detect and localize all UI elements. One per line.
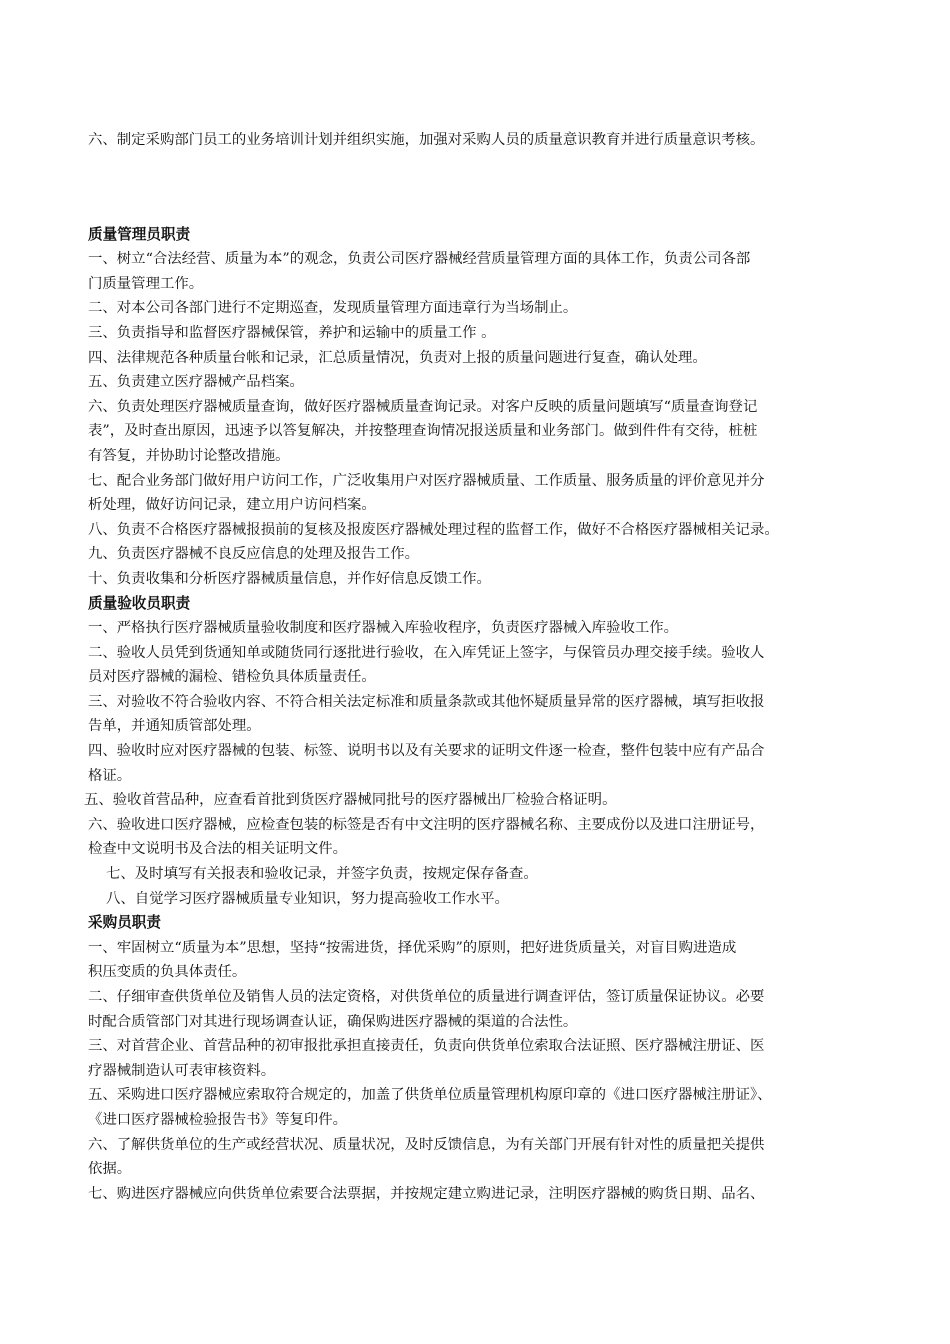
paragraph-line: 一、树立“合法经营、质量为本”的观念，负责公司医疗器械经营质量管理方面的具体工作，负责公司各部: [88, 251, 751, 268]
paragraph-line: 八、负责不合格医疗器械报损前的复核及报废医疗器械处理过程的监督工作，做好不合格医疗器械相关记录。: [88, 521, 779, 538]
paragraph-line: 格证。: [88, 767, 132, 784]
paragraph-line: 七、购进医疗器械应向供货单位索要合法票据，并按规定建立购进记录，注明医疗器械的购货日期、品名、: [88, 1185, 765, 1202]
paragraph-line: 四、验收时应对医疗器械的包装、标签、说明书以及有关要求的证明文件逐一检查，整件包装中应有产品合: [88, 743, 765, 760]
paragraph-line: 四、法律规范各种质量台帐和记录，汇总质量情况，负责对上报的质量问题进行复查，确认处理。: [88, 349, 707, 366]
paragraph-line: 《进口医疗器械检验报告书》等复印件。: [88, 1111, 348, 1128]
paragraph-line: 时配合质管部门对其进行现场调查认证，确保购进医疗器械的渠道的合法性。: [88, 1013, 578, 1030]
paragraph-line: 析处理，做好访问记录，建立用户访问档案。: [88, 497, 376, 514]
paragraph-line: 九、负责医疗器械不良反应信息的处理及报告工作。: [88, 546, 419, 563]
paragraph-line: 疗器械制造认可表审核资料。: [88, 1062, 276, 1079]
paragraph-line: 八、自觉学习医疗器械质量专业知识，努力提高验收工作水平。: [106, 890, 509, 907]
paragraph-line: 二、仔细审查供货单位及销售人员的法定资格，对供货单位的质量进行调查评估，签订质量保证协议。必要: [88, 989, 765, 1005]
paragraph-line: 门质量管理工作。: [88, 275, 204, 292]
paragraph-line: 依据。: [88, 1161, 132, 1178]
paragraph-line: 表”，及时查出原因，迅速予以答复解决，并按整理查询情况报送质量和业务部门。做到件件有交待，桩桩: [88, 423, 758, 440]
section-title-quality-manager: 质量管理员职责: [88, 225, 191, 243]
document-body: [84, 128, 888, 1206]
paragraph-line: 有答复，并协助讨论整改措施。: [88, 447, 290, 464]
paragraph-line: 二、对本公司各部门进行不定期巡查，发现质量管理方面违章行为当场制止。: [88, 300, 578, 317]
paragraph-line: 三、负责指导和监督医疗器械保管，养护和运输中的质量工作 。: [88, 324, 496, 341]
paragraph-line: 员对医疗器械的漏检、错检负具体质量责任。: [88, 669, 376, 686]
paragraph-line: 三、对首营企业、首营品种的初审报批承担直接责任，负责向供货单位索取合法证照、医疗器械注册证、医: [88, 1038, 765, 1055]
paragraph-purchasing-training: 六、制定采购部门员工的业务培训计划并组织实施，加强对采购人员的质量意识教育并进行质量意识考核。: [88, 132, 765, 148]
section-title-quality-inspector: 质量验收员职责: [88, 594, 191, 612]
paragraph-line: 六、验收进口医疗器械，应检查包装的标签是否有中文注明的医疗器械名称、主要成份以及进口注册证号，: [88, 816, 765, 833]
paragraph-line: 二、验收人员凭到货通知单或随货同行逐批进行验收，在入库凭证上签字，与保管员办理交接手续。验收人: [88, 644, 765, 661]
paragraph-line: 检查中文说明书及合法的相关证明文件。: [88, 841, 348, 858]
paragraph-line: 五、采购进口医疗器械应索取符合规定的，加盖了供货单位质量管理机构原印章的《进口医疗器械注册证》、: [88, 1087, 772, 1104]
blank-space: [88, 153, 888, 223]
paragraph-line: 一、严格执行医疗器械质量验收制度和医疗器械入库验收程序，负责医疗器械入库验收工作。: [88, 620, 679, 637]
paragraph-line: 六、负责处理医疗器械质量查询，做好医疗器械质量查询记录。对客户反映的质量问题填写“质量查询登记: [88, 398, 758, 415]
paragraph-line: 五、验收首营品种，应查看首批到货医疗器械同批号的医疗器械出厂检验合格证明。: [84, 792, 617, 809]
paragraph-line: 积压变质的负具体责任。: [88, 964, 247, 981]
paragraph-line: 六、了解供货单位的生产或经营状况、质量状况，及时反馈信息，为有关部门开展有针对性的质量把关提供: [88, 1136, 765, 1153]
paragraph-line: 十、负责收集和分析医疗器械质量信息，并作好信息反馈工作。: [88, 570, 491, 587]
paragraph-line: 三、对验收不符合验收内容、不符合相关法定标准和质量条款或其他怀疑质量异常的医疗器械，填写拒收报: [88, 693, 765, 710]
paragraph-line: 五、负责建立医疗器械产品档案。: [88, 374, 304, 391]
paragraph-line: 告单，并通知质管部处理。: [88, 718, 261, 735]
paragraph-line: 七、及时填写有关报表和验收记录，并签字负责，按规定保存备查。: [106, 866, 538, 883]
paragraph-line: 一、牢固树立“质量为本”思想，坚持“按需进货，择优采购”的原则，把好进货质量关，对盲目购进造成: [88, 939, 737, 956]
paragraph-line: 七、配合业务部门做好用户访问工作，广泛收集用户对医疗器械质量、工作质量、服务质量的评价意见并分: [88, 472, 765, 489]
section-title-purchaser: 采购员职责: [88, 914, 161, 932]
